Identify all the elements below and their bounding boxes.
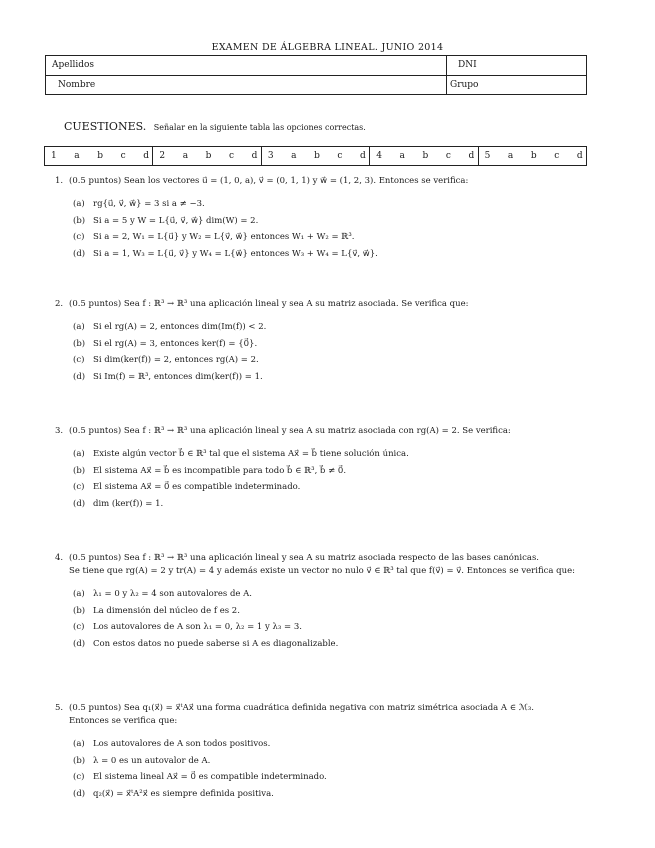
cuestiones-instruction: Señalar en la siguiente tabla las opciones correctas. <box>153 123 366 132</box>
question-number: 1. <box>55 176 64 186</box>
option-text: El sistema Ax⃗ = b⃗ es incompatible para todo b⃗ ∈ ℝ³, b⃗ ≠ 0⃗. <box>93 465 347 476</box>
question-text-continued: Entonces se verifica que: <box>69 716 178 726</box>
option-text: Si a = 1, W₃ = L{u⃗, v⃗} y W₄ = L{w⃗} entonces W₃ + W₄ = L{v⃗, w⃗}. <box>93 248 378 259</box>
question-5 <box>55 702 590 802</box>
header-row-1 <box>46 56 586 76</box>
question-text-continued: Se tiene que rg(A) = 2 y tr(A) = 4 y además existe un vector no nulo v⃗ ∈ ℝ³ tal que f(v⃗) = v⃗. Entonces se verifica que: <box>69 566 575 576</box>
option-label: (d) <box>73 788 86 799</box>
option-a <box>73 586 590 603</box>
apellidos-label: Apellidos <box>52 60 95 70</box>
option-d <box>73 246 590 263</box>
option-label: (b) <box>73 755 86 766</box>
cuestiones-heading <box>64 120 366 133</box>
question-stem <box>55 702 590 715</box>
option-label: (c) <box>73 772 85 782</box>
option-c <box>73 769 590 786</box>
option-label: (a) <box>73 589 85 599</box>
option-label: (b) <box>73 338 86 349</box>
option-text: Los autovalores de A son todos positivos. <box>93 739 271 749</box>
question-text: (0.5 puntos) Sean los vectores u⃗ = (1, 0, a), v⃗ = (0, 1, 1) y w⃗ = (1, 2, 3). Entonces se verifica: <box>69 176 469 186</box>
question-number: 5. <box>55 703 64 713</box>
option-text: El sistema Ax⃗ = 0⃗ es compatible indeterminado. <box>93 482 301 492</box>
question-text: (0.5 puntos) Sea f : ℝ³ → ℝ³ una aplicación lineal y sea A su matriz asociada. Se verifica que: <box>69 299 469 309</box>
question-2 <box>55 298 590 385</box>
answer-grid <box>44 146 587 166</box>
option-label: (c) <box>73 622 85 632</box>
option-label: (c) <box>73 482 85 492</box>
option-text: Si a = 5 y W = L{u⃗, v⃗, w⃗} dim(W) = 2. <box>93 215 259 226</box>
option-text: Si el rg(A) = 3, entonces ker(f) = {0⃗}. <box>93 338 258 349</box>
option-c <box>73 619 590 636</box>
option-label: (b) <box>73 605 86 616</box>
question-stem <box>55 425 590 438</box>
option-text: Si el rg(A) = 2, entonces dim(Im(f)) < 2. <box>93 322 267 332</box>
option-text: rg{u⃗, v⃗, w⃗} = 3 si a ≠ −3. <box>93 199 205 209</box>
option-text: Si a = 2, W₁ = L{u⃗} y W₂ = L{v⃗, w⃗} entonces W₁ + W₂ = ℝ³. <box>93 232 355 242</box>
option-b <box>73 753 590 770</box>
option-a <box>73 446 590 463</box>
option-b <box>73 603 590 620</box>
option-c <box>73 229 590 246</box>
option-b <box>73 213 590 230</box>
option-label: (a) <box>73 739 85 749</box>
option-text: Existe algún vector b⃗ ∈ ℝ³ tal que el sistema Ax⃗ = b⃗ tiene solución única. <box>93 449 409 459</box>
option-d <box>73 786 590 803</box>
option-label: (d) <box>73 498 86 509</box>
question-3 <box>55 425 590 512</box>
option-b <box>73 463 590 480</box>
answer-cell-5[interactable]: 5 a b c d <box>484 151 583 161</box>
dni-label: DNI <box>458 60 477 70</box>
option-label: (b) <box>73 215 86 226</box>
option-a <box>73 196 590 213</box>
header-row-2 <box>46 75 586 96</box>
option-text: Si Im(f) = ℝ³, entonces dim(ker(f)) = 1. <box>93 371 263 382</box>
option-label: (c) <box>73 232 85 242</box>
answer-cell-1[interactable]: 1 a b c d <box>45 147 153 165</box>
option-text: Los autovalores de A son λ₁ = 0, λ₂ = 1 y λ₃ = 3. <box>93 622 302 632</box>
option-text: Si dim(ker(f)) = 2, entonces rg(A) = 2. <box>93 355 259 365</box>
option-d <box>73 636 590 653</box>
option-c <box>73 479 590 496</box>
question-4 <box>55 552 590 652</box>
option-label: (a) <box>73 322 85 332</box>
question-number: 2. <box>55 299 64 309</box>
question-stem <box>55 298 590 311</box>
question-options <box>55 319 590 385</box>
option-label: (a) <box>73 199 85 209</box>
nombre-label: Nombre <box>58 80 96 90</box>
option-label: (c) <box>73 355 85 365</box>
option-text: El sistema lineal Ax⃗ = 0⃗ es compatible indeterminado. <box>93 772 327 782</box>
option-a <box>73 319 590 336</box>
option-text: Con estos datos no puede saberse si A es diagonalizable. <box>93 638 339 649</box>
option-a <box>73 736 590 753</box>
option-d <box>73 369 590 386</box>
option-text: λ = 0 es un autovalor de A. <box>93 755 211 766</box>
question-number: 4. <box>55 553 64 563</box>
answer-cell-2[interactable]: 2 a b c d <box>153 147 261 165</box>
cuestiones-title: CUESTIONES. <box>64 120 147 133</box>
answer-cell-4[interactable]: 4 a b c d <box>370 147 478 165</box>
question-text: (0.5 puntos) Sea f : ℝ³ → ℝ³ una aplicación lineal y sea A su matriz asociada respecto de las bases canónicas. <box>69 553 540 563</box>
option-text: dim (ker(f)) = 1. <box>93 498 164 509</box>
question-1 <box>55 175 590 262</box>
question-options <box>55 586 590 652</box>
option-text: La dimensión del núcleo de f es 2. <box>93 605 240 616</box>
grupo-label: Grupo <box>450 80 479 90</box>
exam-title: EXAMEN DE ÁLGEBRA LINEAL. JUNIO 2014 <box>211 42 444 53</box>
option-label: (d) <box>73 248 86 259</box>
question-stem <box>55 552 590 565</box>
option-label: (d) <box>73 638 86 649</box>
question-options <box>55 196 590 262</box>
option-label: (b) <box>73 465 86 476</box>
answer-cell-3[interactable]: 3 a b c d <box>262 147 370 165</box>
student-info-table <box>45 55 587 95</box>
question-text: (0.5 puntos) Sea q₁(x⃗) = x⃗ᵗAx⃗ una forma cuadrática definida negativa con matriz simétrica asociada A ∈ ℳ₃. <box>69 703 534 713</box>
question-stem <box>55 175 590 188</box>
option-c <box>73 352 590 369</box>
option-label: (a) <box>73 449 85 459</box>
option-label: (d) <box>73 371 86 382</box>
option-d <box>73 496 590 513</box>
option-b <box>73 336 590 353</box>
question-text: (0.5 puntos) Sea f : ℝ³ → ℝ³ una aplicación lineal y sea A su matriz asociada con rg(A) = 2. Se verifica: <box>69 426 511 436</box>
option-text: q₂(x⃗) = x⃗ᵗA²x⃗ es siempre definida positiva. <box>93 788 274 799</box>
question-number: 3. <box>55 426 64 436</box>
question-options <box>55 446 590 512</box>
question-options <box>55 736 590 802</box>
option-text: λ₁ = 0 y λ₂ = 4 son autovalores de A. <box>93 589 252 599</box>
